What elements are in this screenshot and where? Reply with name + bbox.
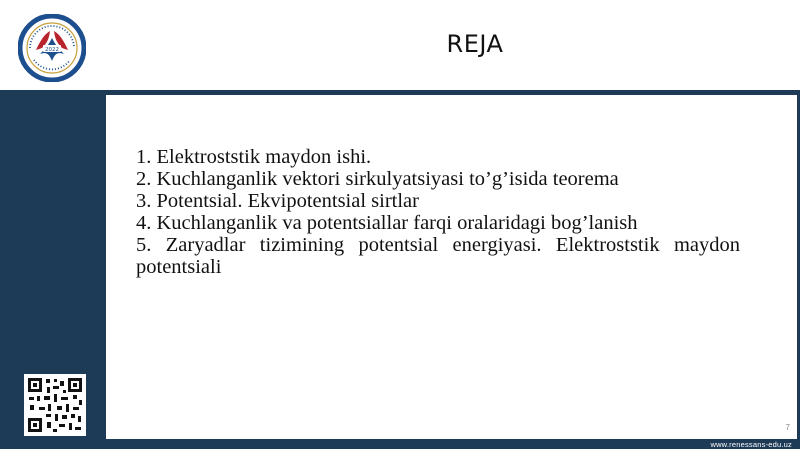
plan-item-2: 2. Kuchlanganlik vektori sirkulyatsiyasi to’g’isida teorema: [136, 168, 619, 190]
page-number: 7: [785, 423, 790, 432]
slide-header: [0, 0, 800, 90]
plan-list: [136, 146, 740, 278]
plan-item-5: 5. Zaryadlar tizimining potentsial energiyasi. Elektroststik maydon potentsiali: [136, 234, 740, 278]
qr-code-icon: [24, 374, 86, 436]
plan-item-4: 4. Kuchlanganlik va potentsiallar farqi oralaridagi bog’lanish: [136, 212, 638, 234]
plan-item-3: 3. Potentsial. Ekvipotentsial sirtlar: [136, 190, 419, 212]
logo-year: 2022: [45, 47, 59, 53]
footer-bar: [106, 439, 800, 449]
footer-website: www.renessans-edu.uz: [710, 440, 792, 449]
slide-title: REJA: [446, 30, 504, 58]
plan-item-1: 1. Elektroststik maydon ishi.: [136, 146, 372, 168]
